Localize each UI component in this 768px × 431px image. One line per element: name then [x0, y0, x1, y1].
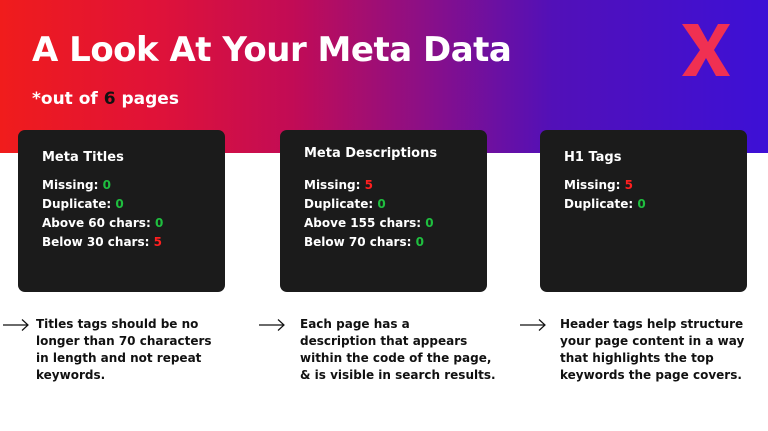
stat-duplicate — [42, 195, 163, 214]
stat-value: 0 — [415, 235, 424, 249]
note-meta-titles — [36, 316, 212, 384]
stat-value: 0 — [637, 197, 646, 211]
note-line: keywords. — [36, 368, 106, 382]
card-meta-titles — [18, 130, 225, 292]
stat-duplicate — [304, 195, 434, 214]
stat-value: 0 — [377, 197, 386, 211]
note-line: Header tags help structure — [560, 317, 744, 331]
stats-list — [42, 176, 163, 252]
note-line: Each page has a — [300, 317, 410, 331]
note-line: within the code of the page, — [300, 351, 492, 365]
note-line: that highlights the top — [560, 351, 714, 365]
note-line: keywords the page covers. — [560, 368, 742, 382]
stat-label: Missing: — [564, 178, 621, 192]
card-title: H1 Tags — [564, 150, 622, 165]
arrow-right-icon — [2, 318, 30, 332]
arrow-right-icon — [519, 318, 547, 332]
stat-below — [42, 233, 163, 252]
stat-value: 5 — [153, 235, 162, 249]
stat-missing — [564, 176, 646, 195]
note-line: description that appears — [300, 334, 468, 348]
page-count: 6 — [103, 89, 116, 109]
card-title: Meta Descriptions — [304, 146, 438, 161]
stat-missing — [304, 176, 434, 195]
stat-label: Duplicate: — [42, 197, 112, 211]
stat-below — [304, 233, 434, 252]
stat-above — [42, 214, 163, 233]
card-title: Meta Titles — [42, 150, 124, 165]
card-h1-tags — [540, 130, 747, 292]
note-h1-tags — [560, 316, 744, 384]
stats-list — [564, 176, 646, 214]
stat-label: Above 60 chars: — [42, 216, 151, 230]
stat-value: 0 — [154, 216, 164, 230]
note-line: & is visible in search results. — [300, 368, 496, 382]
stat-duplicate — [564, 195, 646, 214]
card-meta-descriptions — [280, 130, 487, 292]
note-line: longer than 70 characters — [36, 334, 212, 348]
stat-value: 0 — [115, 197, 124, 211]
stat-value: 5 — [364, 178, 373, 192]
stat-label: Missing: — [42, 178, 99, 192]
x-logo-icon — [604, 20, 732, 80]
stat-label: Above 155 chars: — [304, 216, 422, 230]
note-line: in length and not repeat — [36, 351, 202, 365]
stat-label: Below 30 chars: — [42, 235, 150, 249]
stats-list — [304, 176, 434, 252]
page-subtitle — [32, 89, 179, 109]
stat-label: Missing: — [304, 178, 361, 192]
stat-label: Duplicate: — [564, 197, 634, 211]
stat-value: 0 — [102, 178, 111, 192]
subtitle-prefix: *out of — [32, 89, 104, 109]
subtitle-suffix: pages — [115, 89, 179, 109]
note-line: Titles tags should be no — [36, 317, 199, 331]
page-title: A Look At Your Meta Data — [32, 30, 512, 70]
note-line: your page content in a way — [560, 334, 745, 348]
note-meta-descriptions — [300, 316, 496, 384]
stat-label: Duplicate: — [304, 197, 374, 211]
stat-missing — [42, 176, 163, 195]
stat-value: 0 — [425, 216, 434, 230]
stat-label: Below 70 chars: — [304, 235, 412, 249]
stat-above — [304, 214, 434, 233]
arrow-right-icon — [258, 318, 286, 332]
stat-value: 5 — [624, 178, 633, 192]
